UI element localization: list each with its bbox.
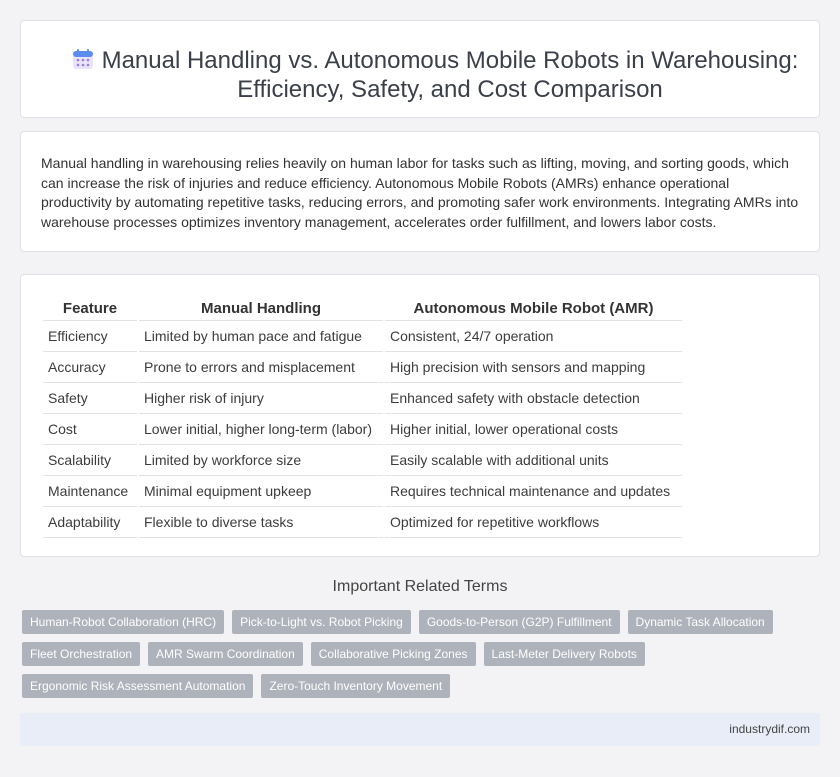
table-row <box>43 475 682 506</box>
manual-cell: Higher risk of injury <box>138 382 384 413</box>
feature-cell: Scalability <box>43 444 138 475</box>
tag-goods-to-person[interactable]: Goods-to-Person (G2P) Fulfillment <box>419 610 620 634</box>
comparison-card <box>20 274 820 557</box>
table-row <box>43 413 682 444</box>
comparison-table <box>43 295 682 538</box>
feature-cell: Safety <box>43 382 138 413</box>
amr-cell: High precision with sensors and mapping <box>384 351 682 382</box>
table-row <box>43 382 682 413</box>
tag-fleet-orchestration[interactable]: Fleet Orchestration <box>22 642 140 666</box>
calendar-icon <box>71 47 95 71</box>
tag-hrc[interactable]: Human-Robot Collaboration (HRC) <box>22 610 224 634</box>
table-row <box>43 320 682 351</box>
table-row <box>43 351 682 382</box>
intro-paragraph: Manual handling in warehousing relies heavily on human labor for tasks such as lifting, moving, and sorting goods, which can increase the risk of injuries and reduce efficiency. Autonomous Mobile Robots (AMRs) enhance operational productivity by automating repetitive tasks, reducing errors, and promoting safer work environments. Integrating AMRs into warehouse processes optimizes inventory management, accelerates order fulfillment, and lowers labor costs. <box>41 155 799 230</box>
feature-cell: Efficiency <box>43 320 138 351</box>
feature-cell: Cost <box>43 413 138 444</box>
tag-dynamic-task-allocation[interactable]: Dynamic Task Allocation <box>628 610 773 634</box>
table-header-row <box>43 295 682 320</box>
page-title: Manual Handling vs. Autonomous Mobile Robots in Warehousing: Efficiency, Safety, and Cost Comparison <box>101 47 799 103</box>
manual-cell: Flexible to diverse tasks <box>138 506 384 537</box>
manual-cell: Prone to errors and misplacement <box>138 351 384 382</box>
amr-cell: Enhanced safety with obstacle detection <box>384 382 682 413</box>
header-manual-handling: Manual Handling <box>138 295 384 320</box>
footer-site-link[interactable]: industrydif.com <box>729 722 810 736</box>
tag-zero-touch-inventory[interactable]: Zero-Touch Inventory Movement <box>261 674 450 698</box>
tag-amr-swarm[interactable]: AMR Swarm Coordination <box>148 642 303 666</box>
intro-card <box>20 131 820 252</box>
tag-ergonomic-risk[interactable]: Ergonomic Risk Assessment Automation <box>22 674 253 698</box>
tag-collaborative-picking[interactable]: Collaborative Picking Zones <box>311 642 476 666</box>
related-terms-heading: Important Related Terms <box>332 578 508 595</box>
table-row <box>43 444 682 475</box>
table-row <box>43 506 682 537</box>
manual-cell: Limited by workforce size <box>138 444 384 475</box>
footer <box>20 713 820 746</box>
amr-cell: Consistent, 24/7 operation <box>384 320 682 351</box>
tag-last-meter-delivery[interactable]: Last-Meter Delivery Robots <box>484 642 645 666</box>
manual-cell: Limited by human pace and fatigue <box>138 320 384 351</box>
amr-cell: Optimized for repetitive workflows <box>384 506 682 537</box>
amr-cell: Higher initial, lower operational costs <box>384 413 682 444</box>
header-card <box>20 20 820 118</box>
related-terms-tags <box>22 610 812 698</box>
manual-cell: Lower initial, higher long-term (labor) <box>138 413 384 444</box>
tag-pick-to-light[interactable]: Pick-to-Light vs. Robot Picking <box>232 610 411 634</box>
feature-cell: Adaptability <box>43 506 138 537</box>
amr-cell: Easily scalable with additional units <box>384 444 682 475</box>
header-amr: Autonomous Mobile Robot (AMR) <box>384 295 682 320</box>
manual-cell: Minimal equipment upkeep <box>138 475 384 506</box>
feature-cell: Maintenance <box>43 475 138 506</box>
amr-cell: Requires technical maintenance and updates <box>384 475 682 506</box>
header-feature: Feature <box>43 295 138 320</box>
feature-cell: Accuracy <box>43 351 138 382</box>
